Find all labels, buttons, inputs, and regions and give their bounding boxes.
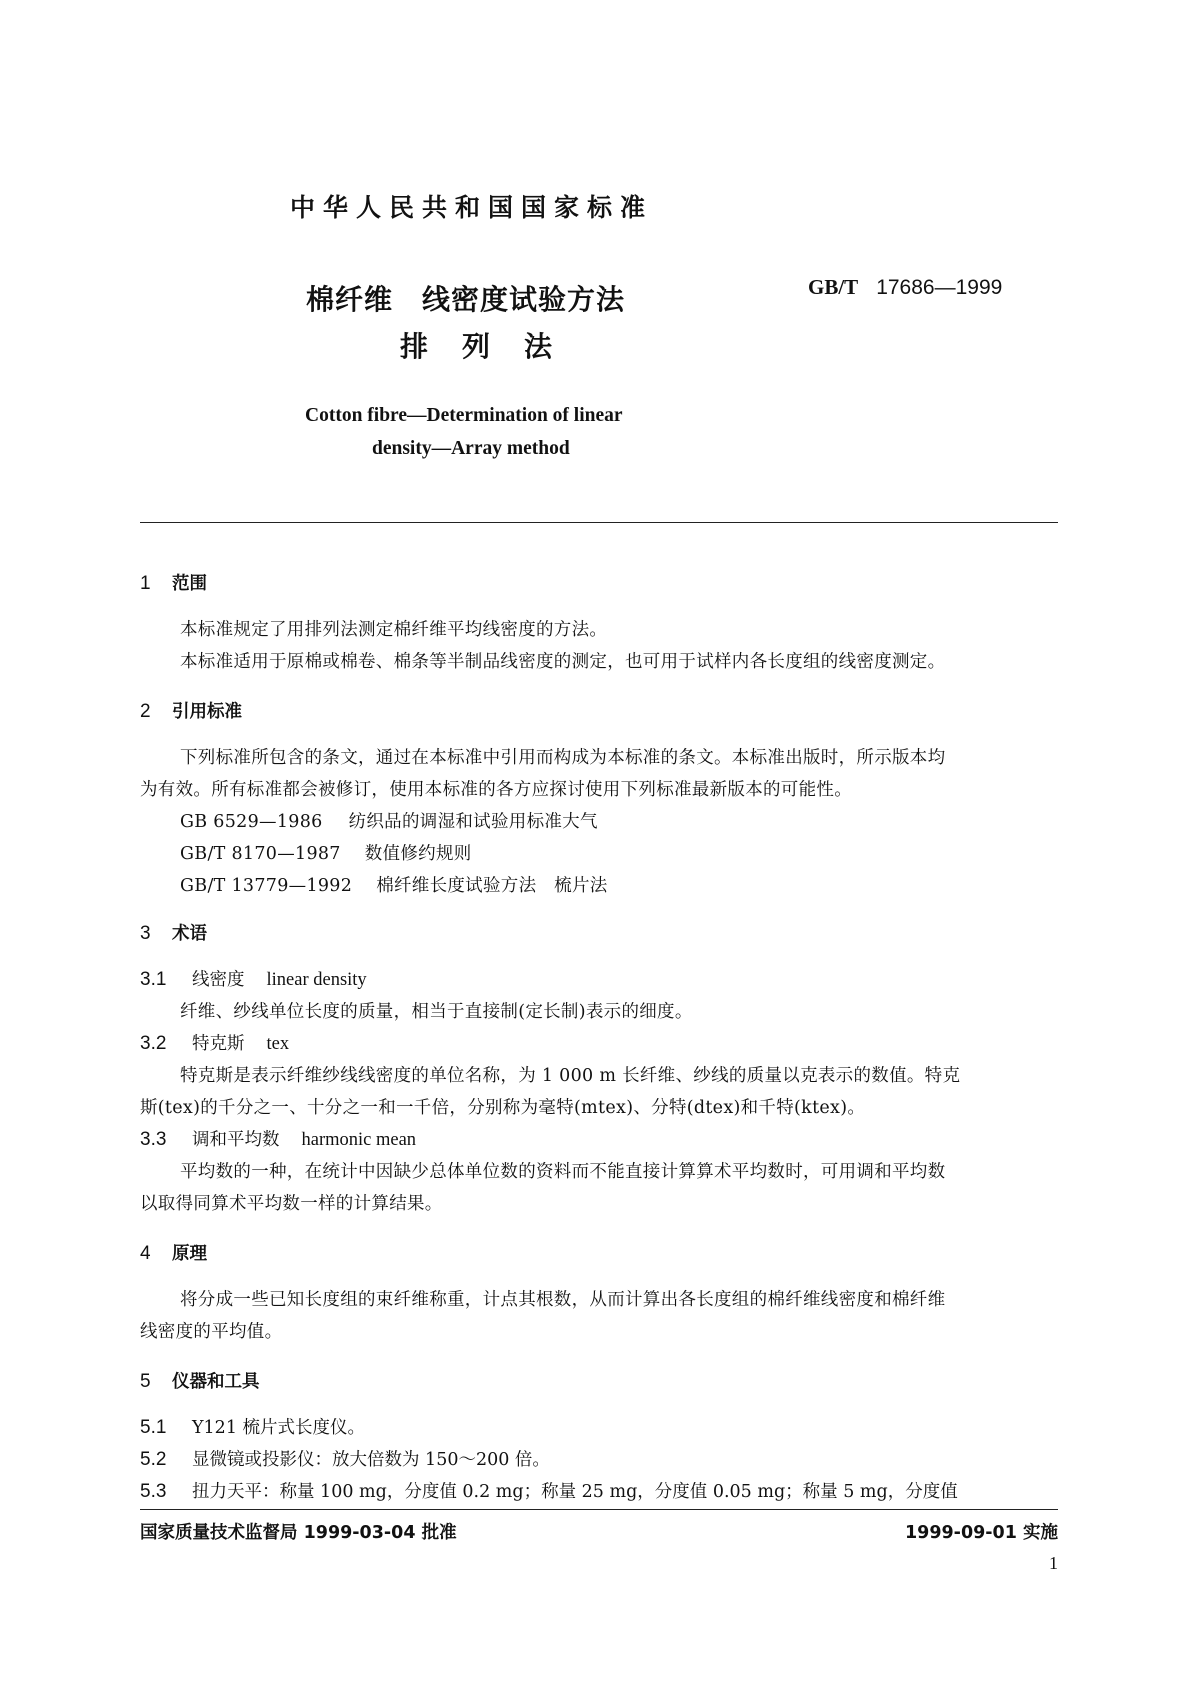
- term-name: 特克斯: [192, 1034, 245, 1054]
- section-number: 1: [140, 573, 151, 594]
- term-3-3-definition-line-1: 平均数的一种，在统计中因缺少总体单位数的资料而不能直接计算算术平均数时，可用调和平均数: [180, 1162, 946, 1182]
- item-text: Y121 梳片式长度仪。: [192, 1418, 366, 1438]
- section-title: 引用标准: [172, 702, 242, 722]
- section-4-paragraph-line-2: 线密度的平均值。: [140, 1322, 283, 1342]
- item-number: 5.2: [140, 1449, 167, 1470]
- term-3-1-definition: 纤维、纱线单位长度的质量，相当于直接制(定长制)表示的细度。: [180, 1002, 693, 1022]
- page-number: 1: [1049, 1553, 1058, 1573]
- section-title: 术语: [172, 924, 207, 944]
- instrument-5-2: [140, 1446, 550, 1471]
- reference-item: [180, 872, 608, 897]
- reference-code: GB 6529—1986: [180, 812, 323, 832]
- section-1-heading: [140, 570, 207, 595]
- english-title-line-1: Cotton fibre—Determination of linear: [305, 405, 623, 426]
- item-text: 扭力天平：称量 100 mg，分度值 0.2 mg；称量 25 mg，分度值 0.05 mg；称量 5 mg，分度值: [192, 1482, 958, 1502]
- reference-code: GB/T 13779—1992: [180, 876, 353, 896]
- footer-divider: [140, 1509, 1058, 1510]
- section-4-paragraph-line-1: 将分成一些已知长度组的束纤维称重，计点其根数，从而计算出各长度组的棉纤维线密度和棉纤维: [180, 1290, 946, 1310]
- header-divider: [140, 522, 1058, 523]
- term-number: 3.2: [140, 1033, 167, 1054]
- section-title: 范围: [172, 574, 207, 594]
- term-3-2-definition-line-2: 斯(tex)的千分之一、十分之一和一千倍，分别称为毫特(mtex)、分特(dtex)和千特(ktex)。: [140, 1098, 866, 1118]
- section-4-heading: [140, 1240, 207, 1265]
- term-name: 调和平均数: [192, 1130, 280, 1150]
- term-number: 3.1: [140, 969, 167, 990]
- term-english: tex: [266, 1034, 290, 1054]
- country-standard-heading: 中华人民共和国国家标准: [290, 193, 654, 222]
- section-number: 2: [140, 701, 151, 722]
- instrument-5-1: [140, 1414, 365, 1439]
- term-3-1: [140, 966, 367, 991]
- section-number: 3: [140, 923, 151, 944]
- section-number: 4: [140, 1243, 151, 1264]
- term-number: 3.3: [140, 1129, 167, 1150]
- approval-date: 国家质量技术监督局 1999-03-04 批准: [140, 1523, 457, 1543]
- reference-name: 纺织品的调湿和试验用标准大气: [348, 812, 598, 832]
- item-text: 显微镜或投影仪：放大倍数为 150～200 倍。: [192, 1450, 550, 1470]
- english-title-line-2: density—Array method: [372, 438, 570, 459]
- term-3-2: [140, 1030, 289, 1055]
- title-line-1: 棉纤维 线密度试验方法: [306, 283, 626, 316]
- item-number: 5.3: [140, 1481, 167, 1502]
- reference-item: [180, 808, 598, 833]
- implementation-date: 1999-09-01 实施: [904, 1523, 1058, 1543]
- reference-name: 棉纤维长度试验方法 梳片法: [376, 876, 608, 896]
- section-title: 仪器和工具: [172, 1372, 260, 1392]
- term-english: linear density: [266, 970, 367, 990]
- reference-name: 数值修约规则: [364, 844, 472, 864]
- section-title: 原理: [172, 1244, 207, 1264]
- section-number: 5: [140, 1371, 151, 1392]
- section-2-heading: [140, 698, 242, 723]
- reference-item: [180, 840, 472, 865]
- term-3-3-definition-line-2: 以取得同算术平均数一样的计算结果。: [140, 1194, 443, 1214]
- standard-code: [808, 275, 1002, 300]
- term-3-3: [140, 1126, 416, 1151]
- instrument-5-3: [140, 1478, 958, 1503]
- section-1-paragraph-2: 本标准适用于原棉或棉卷、棉条等半制品线密度的测定，也可用于试样内各长度组的线密度测定。: [180, 652, 946, 672]
- item-number: 5.1: [140, 1417, 167, 1438]
- term-3-2-definition-line-1: 特克斯是表示纤维纱线线密度的单位名称，为 1 000 m 长纤维、纱线的质量以克表示的数值。特克: [180, 1066, 961, 1086]
- standard-prefix: GB/T: [808, 275, 859, 299]
- term-english: harmonic mean: [301, 1130, 417, 1150]
- section-5-heading: [140, 1368, 260, 1393]
- standard-number: 17686—1999: [876, 276, 1003, 299]
- section-1-paragraph-1: 本标准规定了用排列法测定棉纤维平均线密度的方法。: [180, 620, 608, 640]
- title-line-2: 排列法: [400, 330, 587, 363]
- section-2-paragraph-line-2: 为有效。所有标准都会被修订，使用本标准的各方应探讨使用下列标准最新版本的可能性。: [140, 780, 852, 800]
- section-3-heading: [140, 920, 207, 945]
- section-2-paragraph-line-1: 下列标准所包含的条文，通过在本标准中引用而构成为本标准的条文。本标准出版时，所示版本均: [180, 748, 946, 768]
- term-name: 线密度: [192, 970, 245, 990]
- reference-code: GB/T 8170—1987: [180, 844, 341, 864]
